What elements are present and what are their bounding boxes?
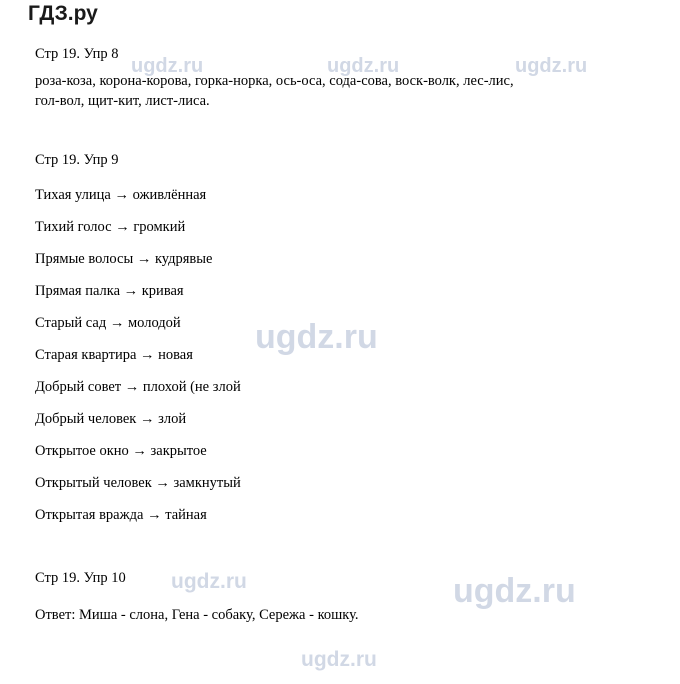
task-answer <box>35 71 645 111</box>
watermark: ugdz.ru <box>327 55 400 77</box>
watermark: ugdz.ru <box>301 648 377 671</box>
task-block-9 <box>35 151 645 524</box>
task-answer <box>35 605 645 625</box>
antonym-pair-list <box>35 187 645 524</box>
answer-line: гол-вол, щит-кит, лист-лиса. <box>35 93 210 109</box>
task-block-10 <box>35 569 645 625</box>
watermark: ugdz.ru <box>171 570 247 593</box>
task-heading: Стр 19. Упр 10 <box>35 570 126 586</box>
list-item: Открытое окно → закрытое <box>35 443 207 459</box>
list-item: Прямые волосы → кудрявые <box>35 251 213 267</box>
list-item: Прямая палка → кривая <box>35 283 184 299</box>
list-item: Старая квартира → новая <box>35 347 193 363</box>
list-item: Тихий голос → громкий <box>35 219 186 235</box>
watermark: ugdz.ru <box>453 572 576 610</box>
document-content <box>35 45 645 625</box>
list-item: Тихая улица → оживлённая <box>35 187 207 203</box>
watermark: ugdz.ru <box>131 55 204 77</box>
task-heading: Стр 19. Упр 9 <box>35 152 119 168</box>
answer-line: Ответ: Миша - слона, Гена - собаку, Сережа - кошку. <box>35 607 359 623</box>
site-logo: ГДЗ.ру <box>28 2 98 25</box>
watermark: ugdz.ru <box>255 318 378 356</box>
task-block-8 <box>35 45 645 111</box>
spacer <box>35 177 645 187</box>
list-item: Открытая вражда → тайная <box>35 507 207 523</box>
list-item: Открытый человек → замкнутый <box>35 475 241 491</box>
list-item: Добрый совет → плохой (не злой <box>35 379 241 395</box>
spacer <box>35 595 645 605</box>
list-item: Добрый человек → злой <box>35 411 187 427</box>
spacer <box>35 111 645 151</box>
answer-line: роза-коза, корона-корова, горка-норка, ось-оса, сода-сова, воск-волк, лес-лис, <box>35 73 514 89</box>
list-item: Старый сад → молодой <box>35 315 181 331</box>
spacer <box>35 539 645 569</box>
task-heading: Стр 19. Упр 8 <box>35 46 119 62</box>
watermark: ugdz.ru <box>515 55 588 77</box>
